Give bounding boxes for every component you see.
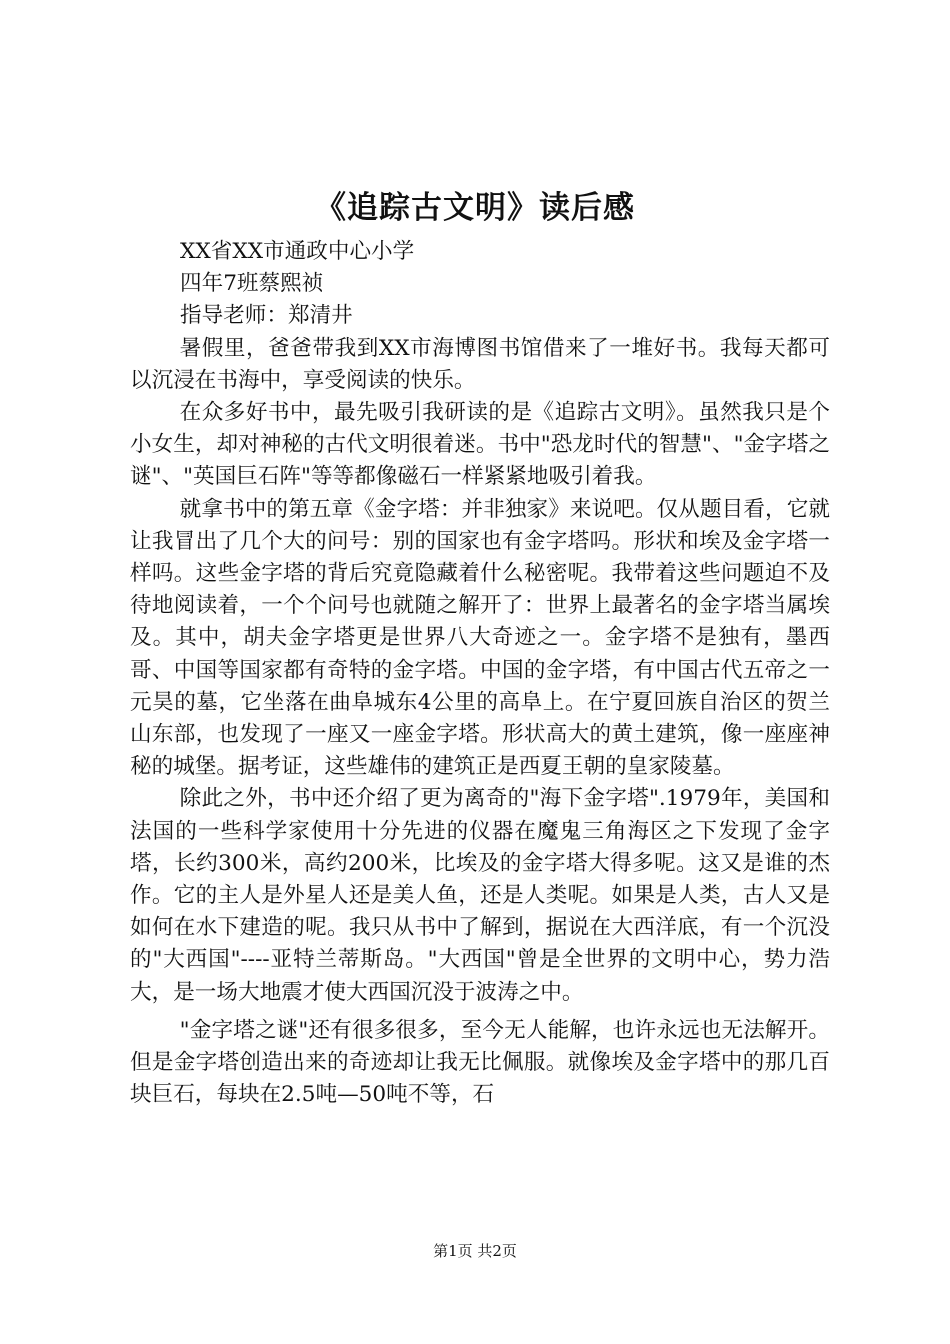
teacher-line: 指导老师：郑清井 bbox=[180, 303, 353, 329]
paragraph-3: 就拿书中的第五章《金字塔：并非独家》来说吧。仅从题目看，它就让我冒出了几个大的问号：别的国家也有金字塔吗。形状和埃及金字塔一样吗。这些金字塔的背后究竟隐藏着什么秘密呢。我带着这些问题迫不及待地阅读着，一个个问号也就随之解开了：世界上最著名的金字塔当属埃及。其中，胡夫金字塔更是世界八大奇迹之一。金字塔不是独有，墨西哥、中国等国家都有奇特的金字塔。中国的金字塔，有中国古代五帝之一元昊的墓，它坐落在曲阜城东4公里的高阜上。在宁夏回族自治区的贺兰山东部，也发现了一座又一座金字塔。形状高大的黄土建筑，像一座座神秘的城堡。据考证，这些雄伟的建筑正是西夏王朝的皇家陵墓。 bbox=[130, 496, 830, 780]
school-line: XX省XX市通政中心小学 bbox=[180, 239, 415, 264]
author-line: 四年7班蔡熙祯 bbox=[180, 271, 324, 297]
paragraph-4: 除此之外，书中还介绍了更为离奇的"海下金字塔".1979年，美国和法国的一些科学家使用十分先进的仪器在魔鬼三角海区之下发现了金字塔，长约300米，高约200米，比埃及的金字塔大得多呢。这又是谁的杰作。它的主人是外星人还是美人鱼，还是人类呢。如果是人类，古人又是如何在水下建造的呢。我只从书中了解到，据说在大西洋底，有一个沉没的"大西国"----亚特兰蒂斯岛。"大西国"曾是全世界的文明中心，势力浩大，是一场大地震才使大西国沉没于波涛之中。 bbox=[130, 786, 830, 1005]
paragraph-1: 暑假里，爸爸带我到XX市海博图书馆借来了一堆好书。我每天都可以沉浸在书海中，享受阅读的快乐。 bbox=[130, 335, 830, 393]
paragraph-2: 在众多好书中，最先吸引我研读的是《追踪古文明》。虽然我只是个小女生，却对神秘的古代文明很着迷。书中"恐龙时代的智慧"、"金字塔之谜"、"英国巨石阵"等等都像磁石一样紧紧地吸引着我。 bbox=[130, 400, 830, 490]
paragraph-5: "金字塔之谜"还有很多很多，至今无人能解，也许永远也无法解开。但是金字塔创造出来的奇迹却让我无比佩服。就像埃及金字塔中的那几百块巨石，每块在2.5吨—50吨不等，石 bbox=[130, 1017, 830, 1108]
page-title: 《追踪古文明》读后感 bbox=[315, 190, 635, 226]
page-number-footer: 第1页 共2页 bbox=[433, 1242, 517, 1260]
document-body bbox=[130, 236, 830, 1111]
